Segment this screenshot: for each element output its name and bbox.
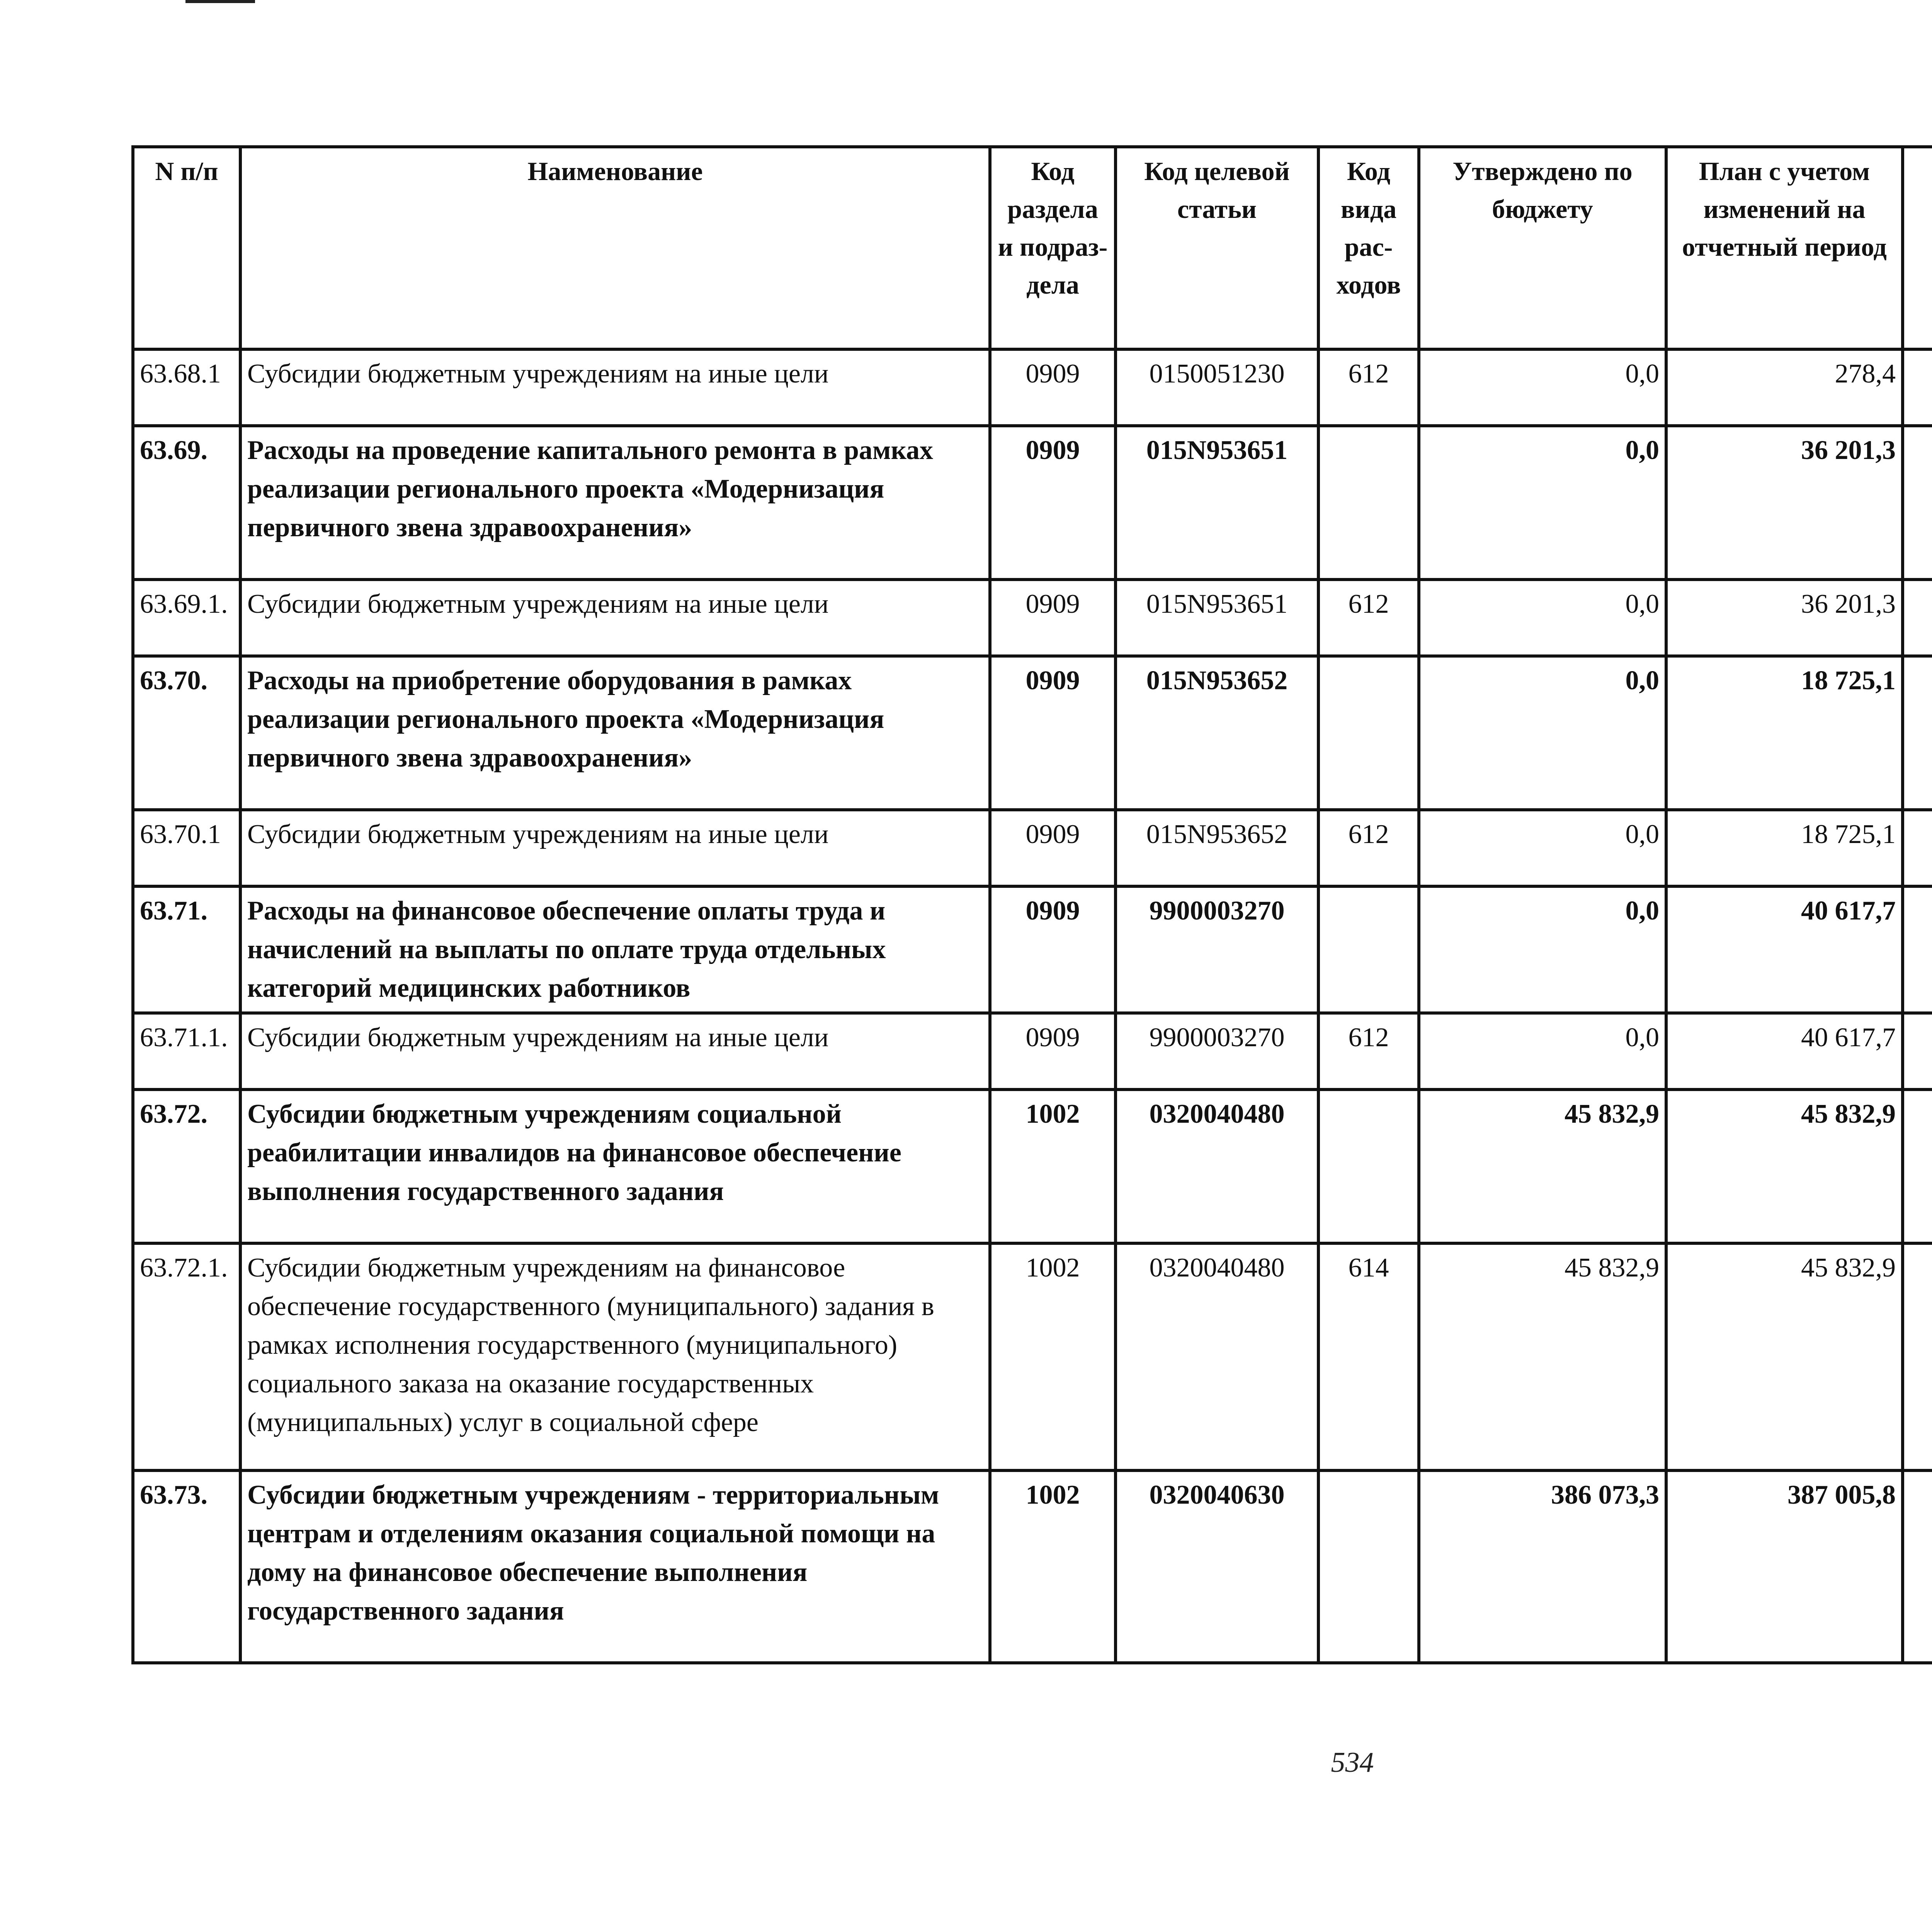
cell-target-code: 0320040480: [1116, 1090, 1318, 1243]
cell-executed: [1903, 656, 1932, 810]
table-row: [133, 1470, 1932, 1663]
cell-target-code: 015N953651: [1116, 426, 1318, 580]
cell-executed: [1903, 349, 1932, 426]
cell-name: Субсидии бюджетным учреждениям на иные цели: [240, 349, 990, 426]
cell-name: Субсидии бюджетным учреждениям - территориальным центрам и отделениям оказания социальной помощи на дому на финансовое обеспечение выполнения государственного задания: [240, 1470, 990, 1663]
cell-target-code: 015N953652: [1116, 656, 1318, 810]
cell-section-code: 0909: [990, 886, 1116, 1013]
table-row: [133, 1243, 1932, 1470]
table-body: [133, 349, 1932, 1663]
cell-approved: 0,0: [1419, 656, 1666, 810]
cell-name: Субсидии бюджетным учреждениям социальной реабилитации инвалидов на финансовое обеспечение выполнения государственного задания: [240, 1090, 990, 1243]
cell-name: Расходы на приобретение оборудования в рамках реализации регионального проекта «Модернизация первичного звена здравоохранения»: [240, 656, 990, 810]
cell-name: Субсидии бюджетным учреждениям на финансовое обеспечение государственного (муниципального) задания в рамках исполнения государственного (муниципального) социального заказа на оказание государственных (муниципальных) услуг в социальной сфере: [240, 1243, 990, 1470]
cell-name: Субсидии бюджетным учреждениям на иные цели: [240, 810, 990, 886]
cell-expense-type-code: 612: [1318, 810, 1419, 886]
cell-approved: 0,0: [1419, 349, 1666, 426]
cell-approved: 45 832,9: [1419, 1243, 1666, 1470]
cell-target-code: 0320040630: [1116, 1470, 1318, 1663]
cell-section-code: 0909: [990, 1013, 1116, 1090]
cell-approved: 386 073,3: [1419, 1470, 1666, 1663]
cell-target-code: 9900003270: [1116, 1013, 1318, 1090]
cell-expense-type-code: [1318, 1470, 1419, 1663]
cell-plan: 36 201,3: [1666, 580, 1903, 656]
cell-plan: 18 725,1: [1666, 810, 1903, 886]
cell-plan: 45 832,9: [1666, 1090, 1903, 1243]
cell-target-code: 0320040480: [1116, 1243, 1318, 1470]
cell-executed: [1903, 426, 1932, 580]
cell-num: 63.69.1.: [133, 580, 240, 656]
cell-executed: [1903, 1243, 1932, 1470]
cell-section-code: 1002: [990, 1470, 1116, 1663]
cell-num: 63.73.: [133, 1470, 240, 1663]
cell-expense-type-code: [1318, 426, 1419, 580]
cell-num: 63.72.: [133, 1090, 240, 1243]
cell-approved: 0,0: [1419, 810, 1666, 886]
cell-approved: 0,0: [1419, 580, 1666, 656]
cell-name: Расходы на проведение капитального ремонта в рамках реализации регионального проекта «Модернизация первичного звена здравоохранения»: [240, 426, 990, 580]
cell-expense-type-code: [1318, 1090, 1419, 1243]
cell-expense-type-code: 612: [1318, 349, 1419, 426]
cell-plan: 387 005,8: [1666, 1470, 1903, 1663]
cell-expense-type-code: 612: [1318, 1013, 1419, 1090]
cell-approved: 0,0: [1419, 1013, 1666, 1090]
table-row: [133, 656, 1932, 810]
cell-num: 63.70.1: [133, 810, 240, 886]
cell-expense-type-code: [1318, 886, 1419, 1013]
header-name: Наименование: [240, 147, 990, 349]
cell-section-code: 1002: [990, 1243, 1116, 1470]
table-row: [133, 886, 1932, 1013]
cell-approved: 45 832,9: [1419, 1090, 1666, 1243]
header-approved: Утверждено по бюджету: [1419, 147, 1666, 349]
cell-name: Субсидии бюджетным учреждениям на иные цели: [240, 1013, 990, 1090]
cell-section-code: 0909: [990, 349, 1116, 426]
cell-target-code: 0150051230: [1116, 349, 1318, 426]
cell-name: Субсидии бюджетным учреждениям на иные цели: [240, 580, 990, 656]
cell-executed: [1903, 810, 1932, 886]
cell-target-code: 015N953652: [1116, 810, 1318, 886]
header-target-code: Код целевой статьи: [1116, 147, 1318, 349]
cell-section-code: 0909: [990, 580, 1116, 656]
cell-target-code: 015N953651: [1116, 580, 1318, 656]
top-rule: [185, 0, 255, 3]
cell-approved: 0,0: [1419, 886, 1666, 1013]
header-expense-type-code: Код вида рас-ходов: [1318, 147, 1419, 349]
cell-plan: 18 725,1: [1666, 656, 1903, 810]
cell-executed: [1903, 580, 1932, 656]
cell-plan: 45 832,9: [1666, 1243, 1903, 1470]
cell-num: 63.72.1.: [133, 1243, 240, 1470]
cell-expense-type-code: [1318, 656, 1419, 810]
budget-execution-table: [131, 145, 1932, 1664]
cell-num: 63.70.: [133, 656, 240, 810]
cell-num: 63.69.: [133, 426, 240, 580]
page-number: 534: [1331, 1747, 1374, 1778]
table-row: [133, 810, 1932, 886]
cell-expense-type-code: 614: [1318, 1243, 1419, 1470]
cell-executed: [1903, 886, 1932, 1013]
cell-plan: 278,4: [1666, 349, 1903, 426]
cell-name: Расходы на финансовое обеспечение оплаты труда и начислений на выплаты по оплате труда отдельных категорий медицинских работников: [240, 886, 990, 1013]
cell-target-code: 9900003270: [1116, 886, 1318, 1013]
cell-plan: 40 617,7: [1666, 886, 1903, 1013]
header-executed: [1903, 147, 1932, 349]
header-num: N п/п: [133, 147, 240, 349]
table-row: [133, 1013, 1932, 1090]
cell-executed: [1903, 1013, 1932, 1090]
cell-num: 63.71.: [133, 886, 240, 1013]
table-row: [133, 349, 1932, 426]
cell-num: 63.68.1: [133, 349, 240, 426]
table-row: [133, 426, 1932, 580]
header-section-code: Код раздела и подраз-дела: [990, 147, 1116, 349]
cell-section-code: 1002: [990, 1090, 1116, 1243]
header-plan: План с учетом изменений на отчетный период: [1666, 147, 1903, 349]
cell-section-code: 0909: [990, 810, 1116, 886]
table-row: [133, 1090, 1932, 1243]
cell-section-code: 0909: [990, 656, 1116, 810]
cell-plan: 40 617,7: [1666, 1013, 1903, 1090]
cell-expense-type-code: 612: [1318, 580, 1419, 656]
cell-num: 63.71.1.: [133, 1013, 240, 1090]
cell-plan: 36 201,3: [1666, 426, 1903, 580]
cell-executed: [1903, 1470, 1932, 1663]
cell-executed: [1903, 1090, 1932, 1243]
table-row: [133, 580, 1932, 656]
table-header: [133, 147, 1932, 349]
cell-approved: 0,0: [1419, 426, 1666, 580]
cell-section-code: 0909: [990, 426, 1116, 580]
